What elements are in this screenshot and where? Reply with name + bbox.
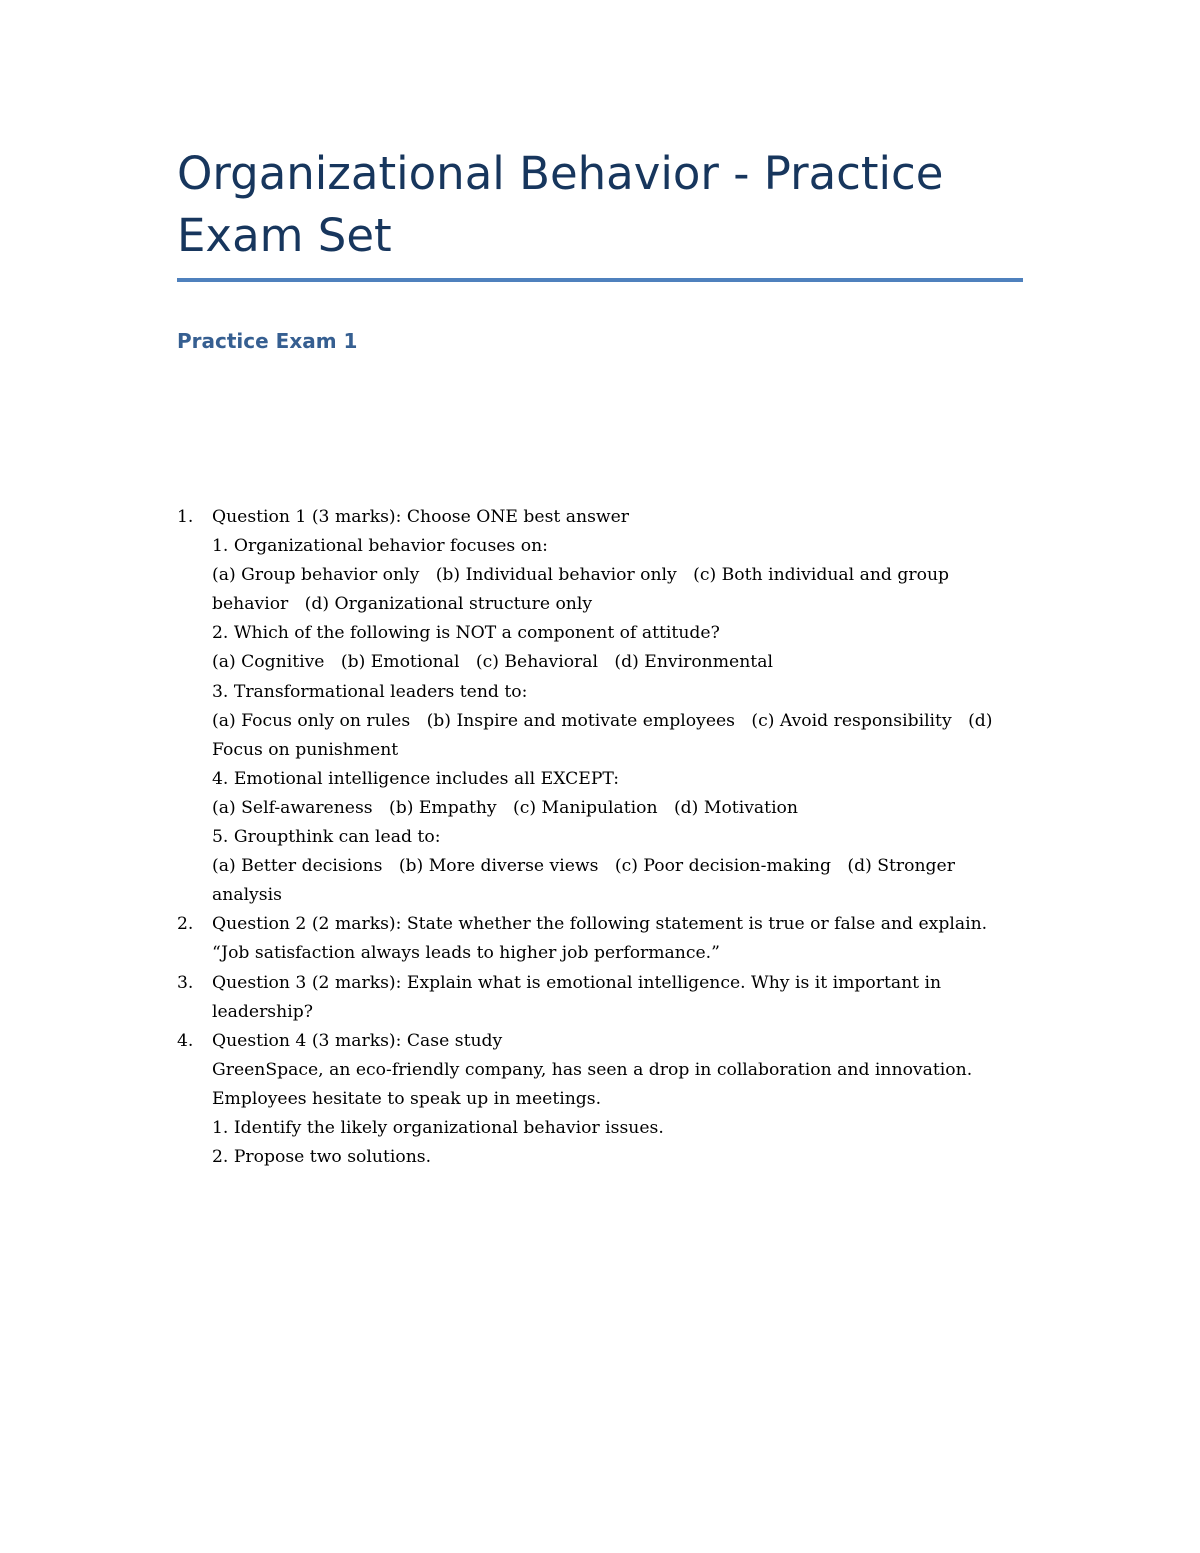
question-item — [177, 969, 1023, 1027]
question-item — [177, 910, 1023, 968]
question-line: 5. Groupthink can lead to: — [212, 827, 441, 848]
question-line: 2. Propose two solutions. — [212, 1147, 432, 1168]
document-title: Organizational Behavior - Practice Exam Set — [177, 147, 944, 262]
question-line: 4. Emotional intelligence includes all EXCEPT: — [212, 768, 620, 789]
question-prompt: Question 2 (2 marks): State whether the following statement is true or false and explain. — [212, 914, 988, 935]
answer-options: (a) Cognitive (b) Emotional (c) Behavioral (d) Environmental — [212, 652, 773, 673]
question-item — [177, 1027, 1023, 1172]
question-prompt: Question 3 (2 marks): Explain what is emotional intelligence. Why is it important in leadership? — [212, 972, 947, 1022]
question-number: 3. — [177, 972, 194, 993]
question-number: 2. — [177, 914, 194, 935]
answer-options: (a) Group behavior only (b) Individual behavior only (c) Both individual and group behavior (d) Organizational structure only — [212, 565, 955, 615]
answer-options: (a) Better decisions (b) More diverse views (c) Poor decision-making (d) Stronger analysis — [212, 856, 961, 906]
question-number: 4. — [177, 1030, 194, 1051]
title-divider — [177, 278, 1023, 282]
document-content — [177, 143, 1023, 1168]
question-item — [177, 503, 1023, 910]
question-line: 1. Identify the likely organizational behavior issues. — [212, 1117, 664, 1138]
question-list — [177, 503, 1023, 1172]
answer-options: (a) Self-awareness (b) Empathy (c) Manipulation (d) Motivation — [212, 797, 798, 818]
question-line: 3. Transformational leaders tend to: — [212, 681, 528, 702]
question-statement: “Job satisfaction always leads to higher job performance.” — [212, 943, 720, 964]
answer-options: (a) Focus only on rules (b) Inspire and motivate employees (c) Avoid responsibility (d) Focus on punishment — [212, 710, 998, 760]
case-study-text: GreenSpace, an eco-friendly company, has seen a drop in collaboration and innovation. Employees hesitate to speak up in meetings. — [212, 1059, 978, 1109]
question-prompt: Question 4 (3 marks): Case study — [212, 1030, 503, 1051]
question-line: 2. Which of the following is NOT a component of attitude? — [212, 623, 720, 644]
question-number: 1. — [177, 507, 194, 527]
question-line: 1. Organizational behavior focuses on: — [212, 536, 548, 557]
question-prompt: Question 1 (3 marks): Choose ONE best answer — [212, 507, 630, 527]
section-heading: Practice Exam 1 — [177, 329, 358, 353]
